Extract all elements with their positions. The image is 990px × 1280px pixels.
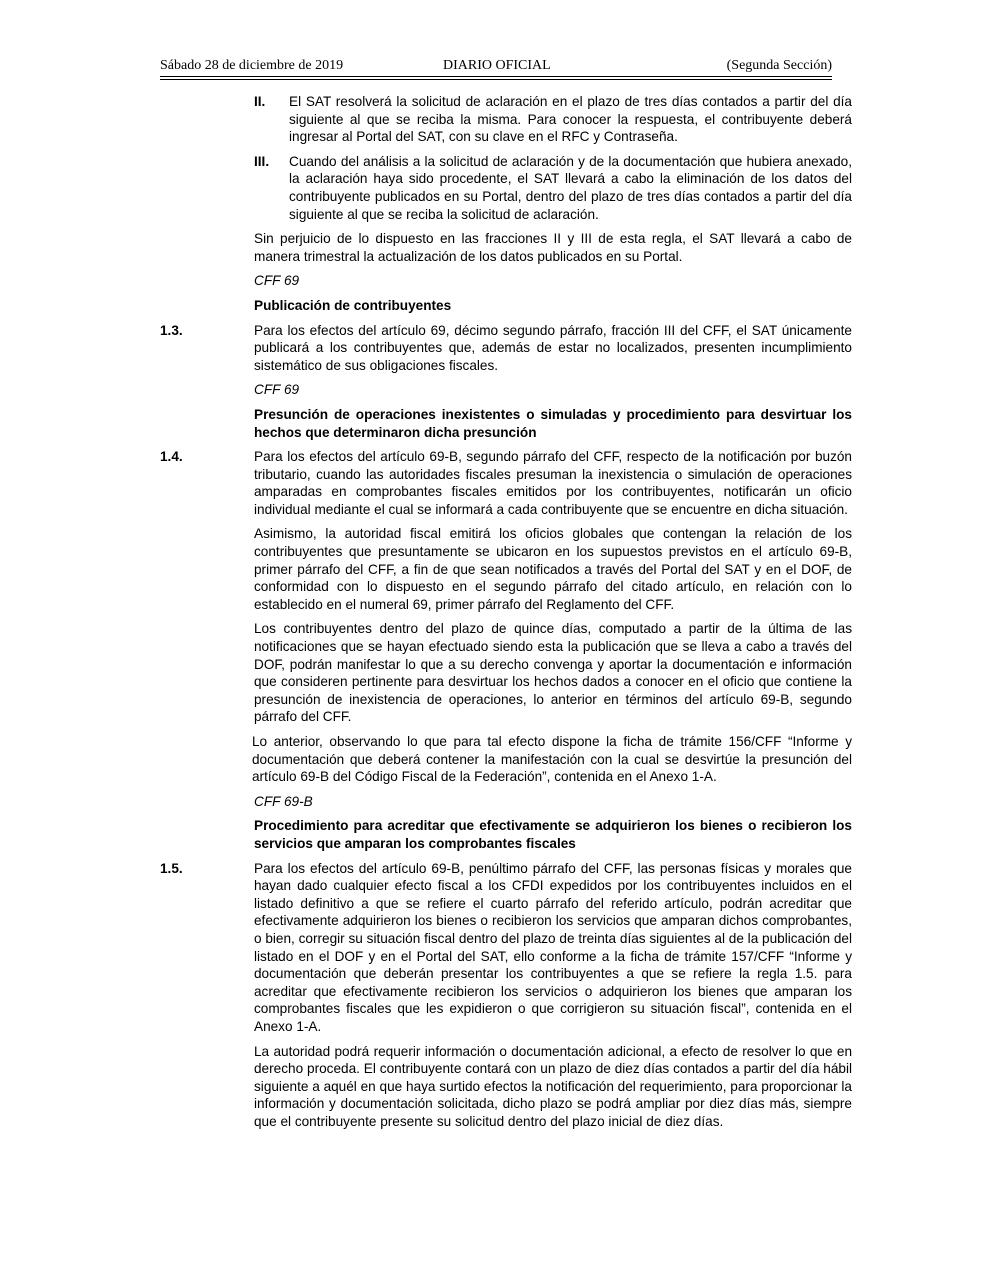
header-publication: DIARIO OFICIAL: [443, 58, 551, 73]
paragraph-plazo-quince-dias: Los contribuyentes dentro del plazo de quince días, computado a partir de la última de las notificaciones que se hayan efectuado siendo esta la publicación que se lleva a cabo a través del DOF, podrán manifestar lo que a su derecho convenga y aportar la documentación e información que consideren pertinente para desvirtuar los hechos dados a conocer en el oficio que contiene la presunción de inexistencia de operaciones, lo anterior en términos del artículo 69-B, segundo párrafo del CFF.: [254, 621, 852, 725]
rule-number: 1.4.: [160, 449, 183, 465]
citation: CFF 69: [254, 382, 300, 398]
fraction-iii: [254, 153, 852, 223]
header-date: Sábado 28 de diciembre de 2019: [160, 58, 344, 73]
rule-title-1-5: Procedimiento para acreditar que efectivamente se adquirieron los bienes o recibieron los servicios que amparan los comprobantes fiscales: [254, 818, 852, 851]
fraction-text: Cuando del análisis a la solicitud de aclaración y de la documentación que hubiera anexado, la aclaración haya sido procedente, el SAT llevará a cabo la eliminación de los datos del contribuyente publicados en su Portal, dentro del plazo de tres días contados a partir del día siguiente al que se reciba la solicitud de aclaración.: [289, 153, 852, 222]
rule-1-5: [160, 860, 852, 1036]
rule-title-1-3: Publicación de contribuyentes: [254, 297, 452, 313]
rule-1-4: [160, 448, 852, 518]
document-body: [160, 93, 852, 1137]
paragraph-sin-perjuicio: Sin perjuicio de lo dispuesto en las fracciones II y III de esta regla, el SAT llevará a cabo de manera trimestral la actualización de los datos publicados en su Portal.: [254, 231, 852, 264]
rule-text: Para los efectos del artículo 69-B, penúltimo párrafo del CFF, las personas físicas y morales que hayan dado cualquier efecto fiscal a los CFDI expedidos por los contribuyentes incluidos en el listado definitivo a que se refiere el cuarto párrafo del referido artículo, podrán acreditar que efectivamente adquirieron los bienes o recibieron los servicios que amparan dichos comprobantes, o bien, corregir su situación fiscal dentro del plazo de treinta días siguientes al de la publicación del listado en el DOF y en el Portal del SAT, ello conforme a la ficha de trámite 157/CFF “Informe y documentación que deberán presentar los contribuyentes a que se refiere la regla 1.5. para acreditar que efectivamente recibieron los servicios o adquirieron los bienes que amparan los comprobantes fiscales que les expidieron o que corrigieron su situación fiscal”, contenida en el Anexo 1-A.: [254, 860, 852, 1034]
header-rule-bottom: [160, 79, 832, 80]
rule-text: Para los efectos del artículo 69-B, segundo párrafo del CFF, respecto de la notificación por buzón tributario, cuando las autoridades fiscales presuman la inexistencia o simulación de operaciones amparadas en comprobantes fiscales emitidos por los contribuyentes, notificarán un oficio individual mediante el cual se informará a cada contribuyente que se encuentre en dicha situación.: [254, 449, 852, 517]
fraction-number: III.: [254, 153, 270, 169]
citation: CFF 69-B: [254, 793, 313, 809]
fraction-number: II.: [254, 94, 266, 109]
paragraph-asimismo: Asimismo, la autoridad fiscal emitirá los oficios globales que contengan la relación de los contribuyentes que presuntamente se ubicaron en los supuestos previstos en el artículo 69-B, primer párrafo del CFF, a fin de que sean notificados a través del Portal del SAT y en el DOF, de conformidad con lo dispuesto en el segundo párrafo del citado artículo, en relación con lo establecido en el numeral 69, primer párrafo del Reglamento del CFF.: [254, 526, 852, 612]
header-section: (Segunda Sección): [726, 58, 832, 73]
rule-title-1-4: Presunción de operaciones inexistentes o simuladas y procedimiento para desvirtuar los hechos que determinaron dicha presunción: [254, 406, 852, 440]
fraction-ii: [254, 93, 852, 146]
rule-number: 1.3.: [160, 322, 183, 338]
rule-text: Para los efectos del artículo 69, décimo segundo párrafo, fracción III del CFF, el SAT únicamente publicará a los contribuyentes que, además de estar no localizados, presenten incumplimiento sistemático de sus obligaciones fiscales.: [254, 322, 852, 373]
citation: CFF 69: [254, 273, 300, 289]
header-rule-top: [160, 76, 832, 77]
page-header: [160, 58, 832, 76]
paragraph-ficha-156: Lo anterior, observando lo que para tal efecto dispone la ficha de trámite 156/CFF “Informe y documentación que deberá contener la manifestación con la cual se desvirtúe la presunción del artículo 69-B del Código Fiscal de la Federación”, contenida en el Anexo 1-A.: [252, 734, 852, 785]
paragraph-requerimiento: La autoridad podrá requerir información o documentación adicional, a efecto de resolver lo que en derecho proceda. El contribuyente contará con un plazo de diez días contados a partir del día hábil siguiente a aquél en que haya surtido efectos la notificación del requerimiento, para proporcionar la información y documentación solicitada, dicho plazo se podrá ampliar por diez días más, siempre que el contribuyente presente su solicitud dentro del plazo inicial de diez días.: [254, 1043, 852, 1129]
rule-1-3: [160, 322, 852, 375]
rule-number: 1.5.: [160, 860, 183, 876]
fraction-text: El SAT resolverá la solicitud de aclaración en el plazo de tres días contados a partir del día siguiente al que se reciba la misma. Para conocer la respuesta, el contribuyente deberá ingresar al Portal del SAT, con su clave en el RFC y Contraseña.: [289, 94, 852, 145]
